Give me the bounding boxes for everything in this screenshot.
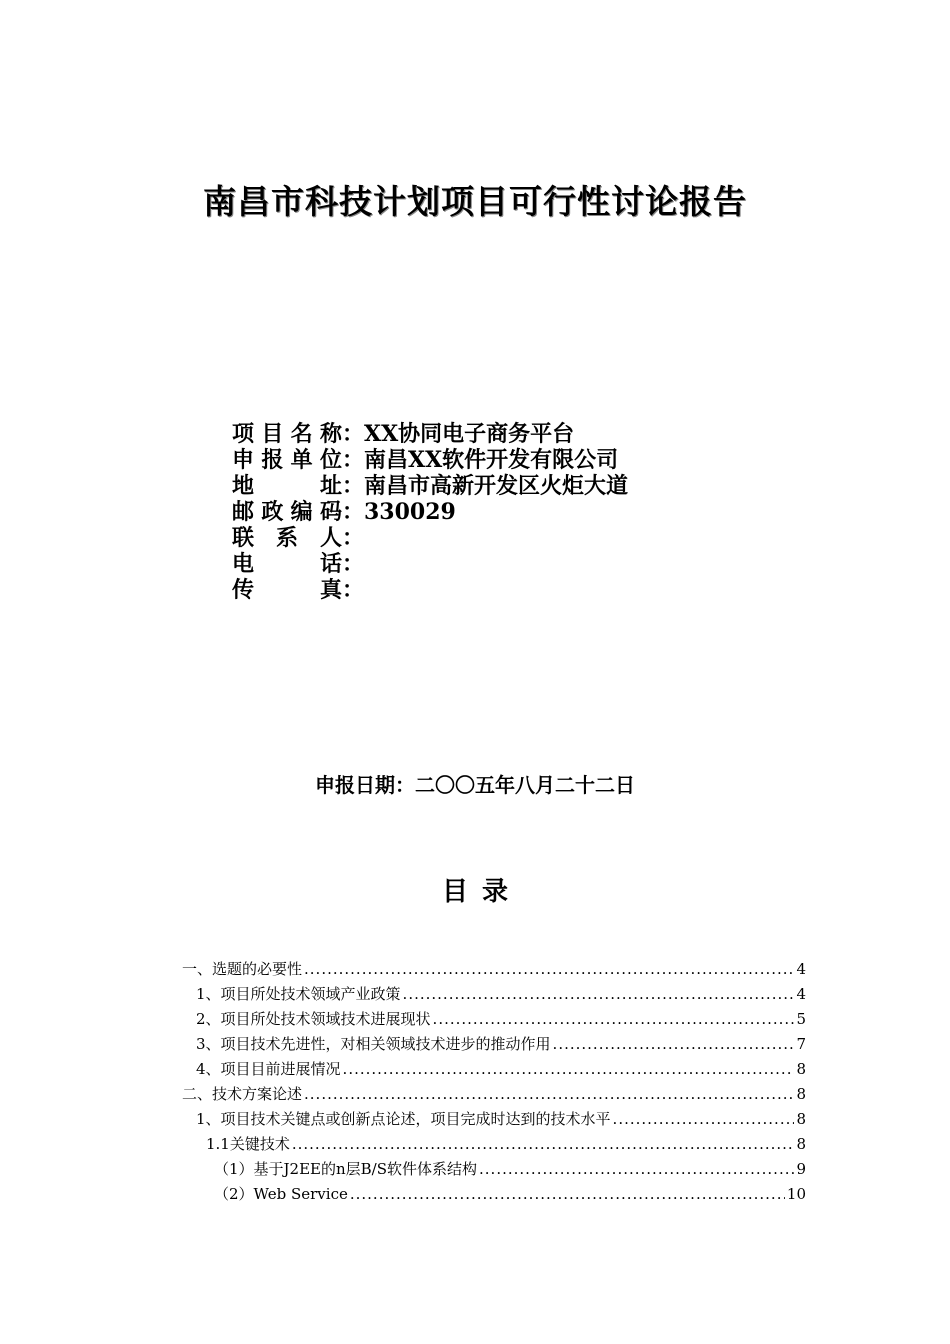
toc-leader [343,1057,795,1082]
toc-entry-page: 8 [796,1060,806,1078]
info-row-fax [232,577,628,603]
toc-entry-page: 4 [796,985,806,1003]
toc-entry-text: 2、项目所处技术领域技术进展现状 [196,1010,431,1028]
toc-entry[interactable] [182,982,806,1007]
table-of-contents [182,957,806,1207]
toc-entry-page: 7 [796,1035,806,1053]
info-row-phone [232,551,628,577]
toc-leader [403,982,795,1007]
toc-title: 目录 [441,877,522,907]
toc-leader [292,1132,795,1157]
info-colon: ： [342,499,365,525]
toc-entry[interactable] [182,1132,806,1157]
toc-leader [304,957,794,982]
info-row-project-name [232,421,628,447]
info-colon: ： [342,447,365,473]
info-value: 南昌XX软件开发有限公司 [364,447,619,473]
info-label: 项目名称 [232,421,342,447]
toc-entry[interactable] [182,1107,806,1132]
toc-leader [433,1007,795,1032]
toc-entry[interactable] [182,1057,806,1082]
info-row-address [232,473,628,499]
info-row-applicant [232,447,628,473]
info-colon: ： [342,551,365,577]
info-label: 电话 [232,551,342,577]
toc-leader [613,1107,795,1132]
toc-entry-page: 10 [786,1185,806,1203]
toc-entry[interactable] [182,1082,806,1107]
info-colon: ： [342,525,365,551]
toc-entry-text: 1、项目所处技术领域产业政策 [196,985,401,1003]
toc-leader [479,1157,794,1182]
toc-entry-page: 8 [796,1110,806,1128]
info-value: XX协同电子商务平台 [364,421,575,447]
toc-entry[interactable] [182,1157,806,1182]
toc-entry[interactable] [182,1007,806,1032]
project-info-block [232,421,628,603]
toc-leader [350,1182,785,1207]
toc-entry-text: 1.1关键技术 [206,1135,290,1153]
info-label: 地址 [232,473,342,499]
toc-leader [304,1082,794,1107]
toc-entry-text: （1）基于J2EE的n层B/S软件体系结构 [214,1160,478,1178]
apply-date: 申报日期：二〇〇五年八月二十二日 [315,773,635,797]
info-label: 联系人 [232,525,342,551]
toc-entry-page: 4 [796,960,806,978]
toc-entry-text: 二、技术方案论述 [182,1085,303,1103]
toc-leader [553,1032,795,1057]
toc-entry-text: 一、选题的必要性 [182,960,303,978]
info-label: 邮政编码 [232,499,342,525]
toc-entry-text: （2）Web Service [214,1185,348,1203]
document-title: 南昌市科技计划项目可行性讨论报告 [203,182,747,221]
toc-entry-text: 1、项目技术关键点或创新点论述，项目完成时达到的技术水平 [196,1110,611,1128]
toc-entry[interactable] [182,957,806,982]
toc-entry-page: 8 [796,1135,806,1153]
info-value: 南昌市高新开发区火炬大道 [364,473,629,499]
info-colon: ： [342,473,365,499]
info-colon: ： [342,577,365,603]
toc-entry-text: 3、项目技术先进性，对相关领域技术进步的推动作用 [196,1035,551,1053]
toc-entry[interactable] [182,1032,806,1057]
toc-entry-page: 8 [796,1085,806,1103]
info-label: 申报单位 [232,447,342,473]
info-value: 330029 [364,499,456,525]
info-label: 传真 [232,577,342,603]
info-row-postcode [232,499,628,525]
toc-entry[interactable] [182,1182,806,1207]
toc-entry-page: 5 [796,1010,806,1028]
info-row-contact [232,525,628,551]
toc-entry-text: 4、项目目前进展情况 [196,1060,341,1078]
toc-entry-page: 9 [796,1160,806,1178]
info-colon: ： [342,421,365,447]
